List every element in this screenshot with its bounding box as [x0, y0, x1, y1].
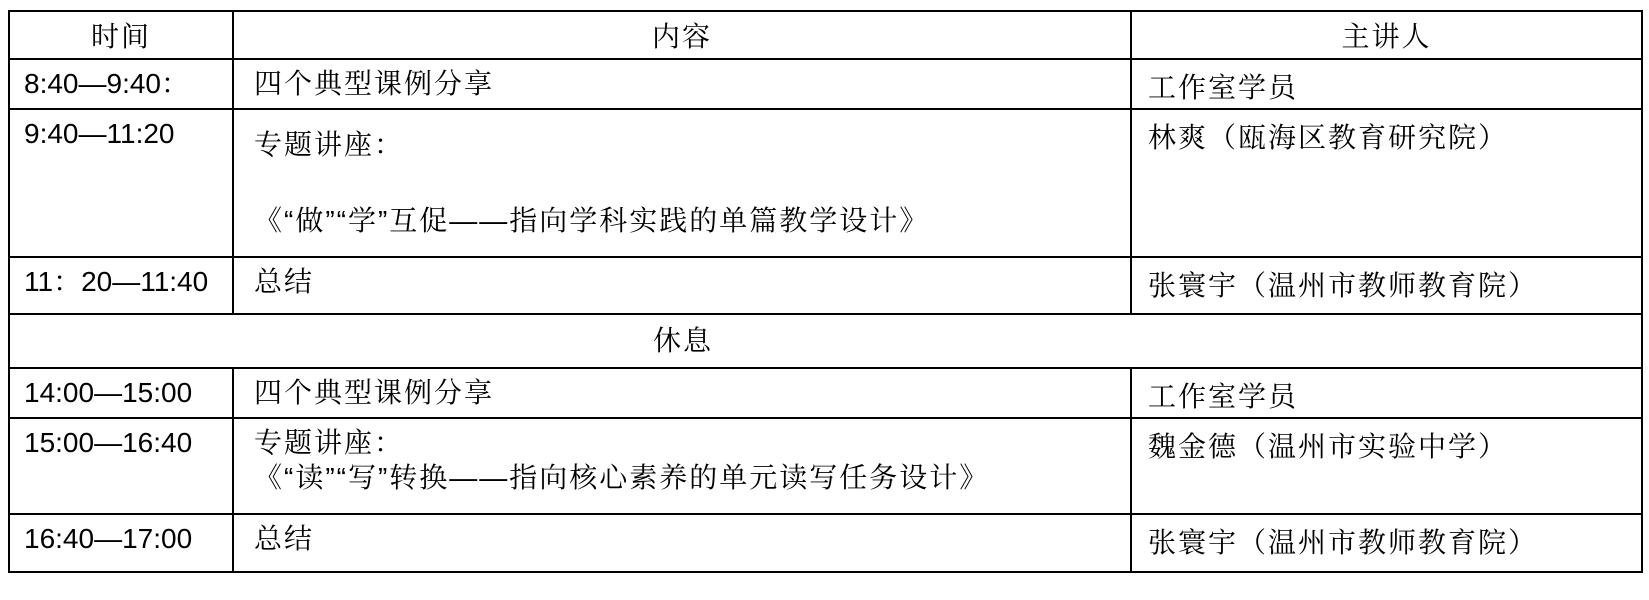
content-cell — [233, 59, 1131, 109]
speaker-cell: 林爽（瓯海区教育研究院） — [1131, 109, 1642, 257]
content-line-blank — [254, 164, 1126, 202]
content-line: 专题讲座： — [254, 427, 405, 458]
time-cell: 15:00—16:40 — [9, 418, 233, 514]
content-cell — [233, 109, 1131, 257]
header-content: 内容 — [233, 11, 1131, 59]
content-line: 四个典型课例分享 — [254, 377, 495, 408]
break-spacer-left — [10, 323, 234, 359]
content-cell — [233, 514, 1131, 572]
schedule-table — [8, 10, 1643, 573]
break-row — [9, 314, 1642, 368]
table-row — [9, 368, 1642, 418]
break-spacer-right — [1132, 323, 1639, 359]
table-row — [9, 257, 1642, 314]
time-cell: 9:40—11:20 — [9, 109, 233, 257]
table-row — [9, 418, 1642, 514]
header-speaker: 主讲人 — [1131, 11, 1642, 59]
header-time: 时间 — [9, 11, 233, 59]
content-cell — [233, 368, 1131, 418]
time-cell: 8:40—9:40： — [9, 59, 233, 109]
content-line: 《“读”“写”转换——指向核心素养的单元读写任务设计》 — [254, 462, 990, 493]
break-label: 休息 — [652, 325, 713, 356]
table-row — [9, 59, 1642, 109]
time-cell: 11：20—11:40 — [9, 257, 233, 314]
content-line: 四个典型课例分享 — [254, 68, 495, 99]
content-cell — [233, 257, 1131, 314]
speaker-cell: 张寰宇（温州市教师教育院） — [1131, 514, 1642, 572]
content-line: 专题讲座： — [254, 129, 405, 160]
content-line: 总结 — [254, 523, 315, 554]
table-row — [9, 109, 1642, 257]
time-cell: 16:40—17:00 — [9, 514, 233, 572]
content-line: 《“做”“学”互促——指向学科实践的单篇教学设计》 — [254, 205, 930, 236]
speaker-cell: 工作室学员 — [1131, 368, 1642, 418]
speaker-cell: 工作室学员 — [1131, 59, 1642, 109]
content-line: 总结 — [254, 266, 315, 297]
time-cell: 14:00—15:00 — [9, 368, 233, 418]
content-cell — [233, 418, 1131, 514]
table-row — [9, 514, 1642, 572]
break-cell — [9, 314, 1642, 368]
speaker-cell: 张寰宇（温州市教师教育院） — [1131, 257, 1642, 314]
speaker-cell: 魏金德（温州市实验中学） — [1131, 418, 1642, 514]
table-header-row — [9, 11, 1642, 59]
